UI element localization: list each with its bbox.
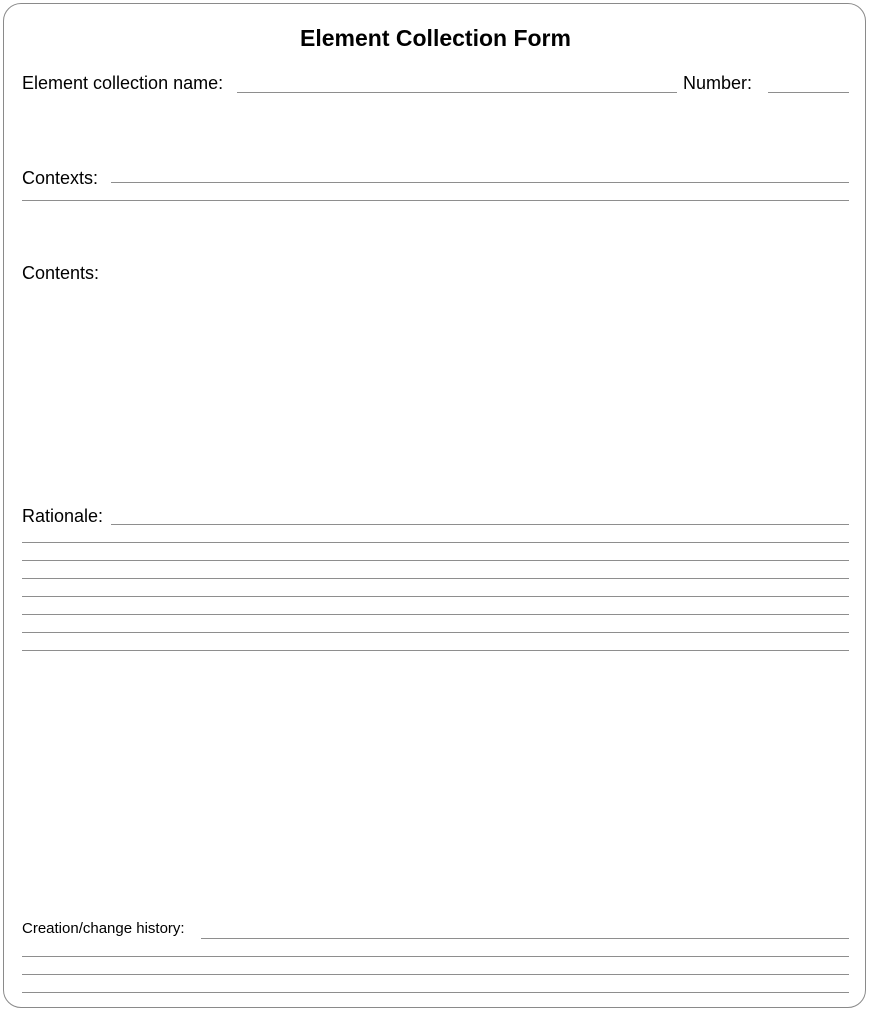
rationale-field[interactable]	[111, 524, 849, 525]
rationale-line[interactable]	[22, 614, 849, 615]
history-field[interactable]	[201, 938, 849, 939]
contents-area[interactable]	[22, 290, 849, 490]
rationale-line[interactable]	[22, 542, 849, 543]
history-line[interactable]	[22, 956, 849, 957]
contexts-line[interactable]	[22, 200, 849, 201]
rationale-line[interactable]	[22, 578, 849, 579]
rationale-line[interactable]	[22, 560, 849, 561]
number-field[interactable]	[768, 92, 849, 93]
form-frame	[3, 3, 866, 1008]
rationale-line[interactable]	[22, 596, 849, 597]
collection-name-field[interactable]	[237, 92, 677, 93]
history-line[interactable]	[22, 992, 849, 993]
contexts-field[interactable]	[111, 182, 849, 183]
rationale-line[interactable]	[22, 632, 849, 633]
rationale-line[interactable]	[22, 650, 849, 651]
number-label: Number:	[683, 73, 753, 93]
rationale-label: Rationale:	[22, 506, 104, 526]
form-title: Element Collection Form	[300, 25, 571, 51]
contents-label: Contents:	[22, 263, 100, 283]
history-label: Creation/change history:	[22, 920, 185, 937]
history-line[interactable]	[22, 974, 849, 975]
contexts-label: Contexts:	[22, 168, 99, 188]
collection-name-label: Element collection name:	[22, 73, 224, 93]
